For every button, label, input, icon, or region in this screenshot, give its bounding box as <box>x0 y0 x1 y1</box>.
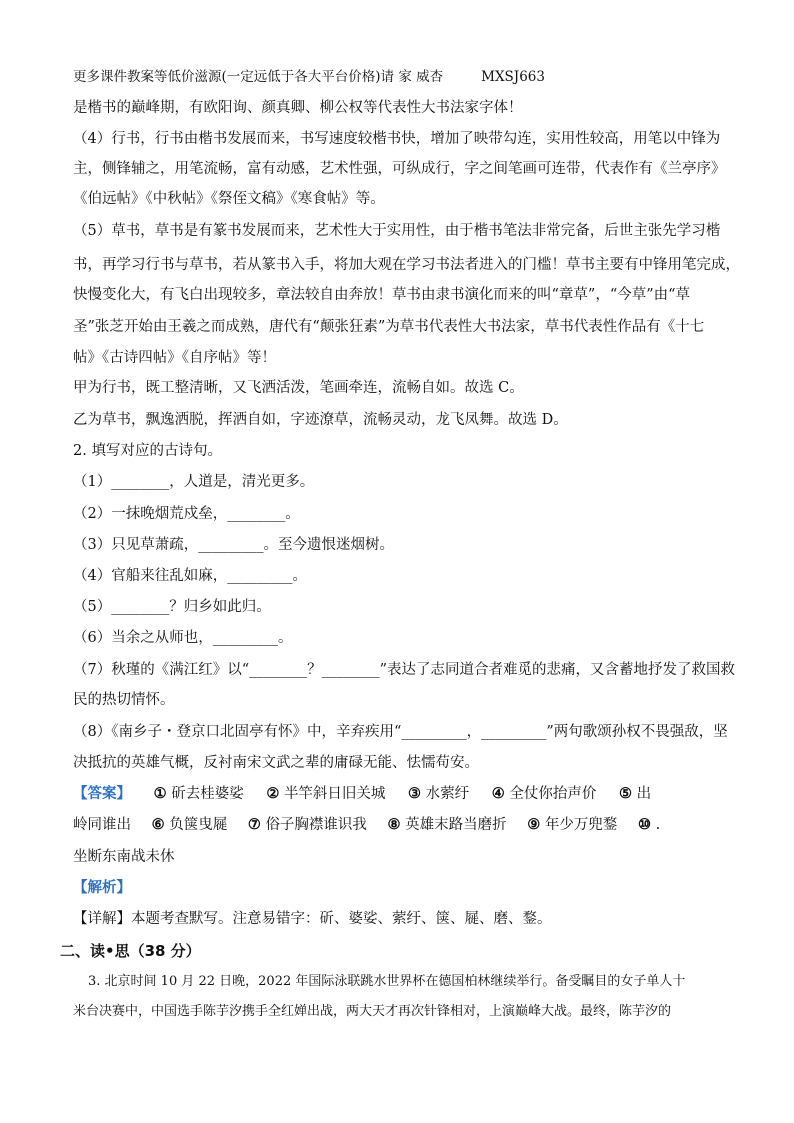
answer-text: 水萦纡 <box>425 786 470 802</box>
question3-line: 米台决赛中，中国选手陈芋汐携手全红婵出战，两大天才再次针锋相对，上演巅峰大战。最终，陈芋汐的 <box>73 1004 672 1019</box>
text-line: 《伯远帖》《中秋帖》《祭侄文稿》《寒食帖》等。 <box>73 191 385 207</box>
answer-text: 负箧曳屣 <box>169 817 228 833</box>
answer-text: 出 <box>636 786 652 802</box>
text-line: 主，侧锋辅之，用笔流畅，富有动感，艺术性强，可纵成行，字之间笔画可连带，代表作有《兰亭序》 <box>73 161 726 177</box>
analysis-detail: 【详解】本题考查默写。注意易错字：斫、婆娑、萦纡、箧、屣、磨、鍪。 <box>73 911 552 927</box>
answer-text: 半竿斜日旧关城 <box>283 786 386 802</box>
question-item: （5）________？归乡如此归。 <box>73 599 271 615</box>
answer-number: ⑩ <box>637 816 651 833</box>
answer-number: ④ <box>491 785 505 802</box>
text-line: （5）草书，草书是有篆书发展而来，艺术性大于实用性，由于楷书笔法非常完备，后世主张先学习楷 <box>73 223 721 239</box>
text-line: 快慢变化大，有飞白出现较多，章法较自由奔放！草书由隶书演化而来的叫“章草”，“今草”由“草 <box>73 287 691 303</box>
question-item: （8）《南乡子・登京口北固亭有怀》中，辛弃疾用“_________，_________”两句歌颂孙权不畏强敌，坚 <box>73 724 728 740</box>
question-item: （7）秋瑾的《满江红》以“________？________”表达了志同道合者难觅的悲痛，又含蓄地抒发了救国救 <box>73 662 736 678</box>
answer-text: 岭同谁出 <box>73 817 131 833</box>
answer-number: ③ <box>408 785 422 802</box>
promo-header <box>73 66 733 88</box>
text-line: 书，再学习行书与草书，若从篆书入手，将加大观在学习书法者进入的门槛！草书主要有中锋用笔完成， <box>73 257 740 273</box>
text-line: 是楷书的巅峰期，有欧阳询、颜真卿、柳公权等代表性大书法家字体！ <box>73 100 523 116</box>
promo-code: MXSJ663 <box>481 69 545 85</box>
promo-text: 更多课件教案等低价滋源(一定远低于各大平台价格)请 家 威杏 <box>73 69 444 85</box>
answer-text: 俗子胸襟谁识我 <box>265 817 367 833</box>
answer-number: ⑧ <box>387 816 401 833</box>
text-line: 乙为草书，飘逸洒脱，挥洒自如，字迹潦草，流畅灵动，龙飞凤舞。故选 D。 <box>73 412 568 428</box>
text-line: 帖》《古诗四帖》《自序帖》等！ <box>73 350 276 366</box>
question-title: 2. 填写对应的古诗句。 <box>73 443 222 459</box>
answer-text: 全仗你抬声价 <box>509 786 597 802</box>
question-item: （4）官船来往乱如麻，_________。 <box>73 568 307 584</box>
answer-line-1 <box>73 783 733 805</box>
answer-number: ① <box>153 785 167 802</box>
answer-label: 【答案】 <box>73 785 131 802</box>
answer-number: ⑨ <box>527 816 541 833</box>
question3-line: 3. 北京时间 10 月 22 日晚，2022 年国际泳联跳水世界杯在德国柏林继续举行。备受瞩目的女子单人十 <box>88 974 686 989</box>
text-line: 圣”张芝开始由王羲之而成熟，唐代有“颠张狂素”为草书代表性大书法家，草书代表性作品有《十七 <box>73 319 705 335</box>
answer-text: 斫去桂婆娑 <box>171 786 244 802</box>
question-item: 决抵抗的英雄气概，反衬南宋文武之辈的庸碌无能、怯懦苟安。 <box>73 755 479 771</box>
section-title: 二、读•思（38 分） <box>60 942 201 960</box>
answer-text: 年少万兜鍪 <box>544 817 618 833</box>
text-line: （4）行书，行书由楷书发展而来，书写速度较楷书快，增加了映带勾连，实用性较高，用笔以中锋为 <box>73 131 721 147</box>
answer-number: ⑤ <box>618 785 632 802</box>
question-item: （1）________，人道是，清光更多。 <box>73 474 315 490</box>
answer-text: 英雄末路当磨折 <box>405 817 507 833</box>
question-item: （3）只见草萧疏，_________。至今遗恨迷烟树。 <box>73 537 394 553</box>
answer-text: . <box>655 817 661 833</box>
text-line: 甲为行书，既工整清晰，又飞洒活泼，笔画牵连，流畅自如。故选 C。 <box>73 380 524 396</box>
answer-line-3: 坐断东南战未休 <box>73 849 175 865</box>
question-item: 民的热切情怀。 <box>73 692 175 708</box>
analysis-label: 【解析】 <box>73 879 131 896</box>
answer-number: ⑥ <box>151 816 165 833</box>
answer-number: ⑦ <box>247 816 261 833</box>
question-item: （6）当余之从师也，_________。 <box>73 630 293 646</box>
answer-line-2 <box>73 814 733 836</box>
answer-number: ② <box>266 785 280 802</box>
question-item: （2）一抹晚烟荒戍垒，________。 <box>73 506 300 522</box>
